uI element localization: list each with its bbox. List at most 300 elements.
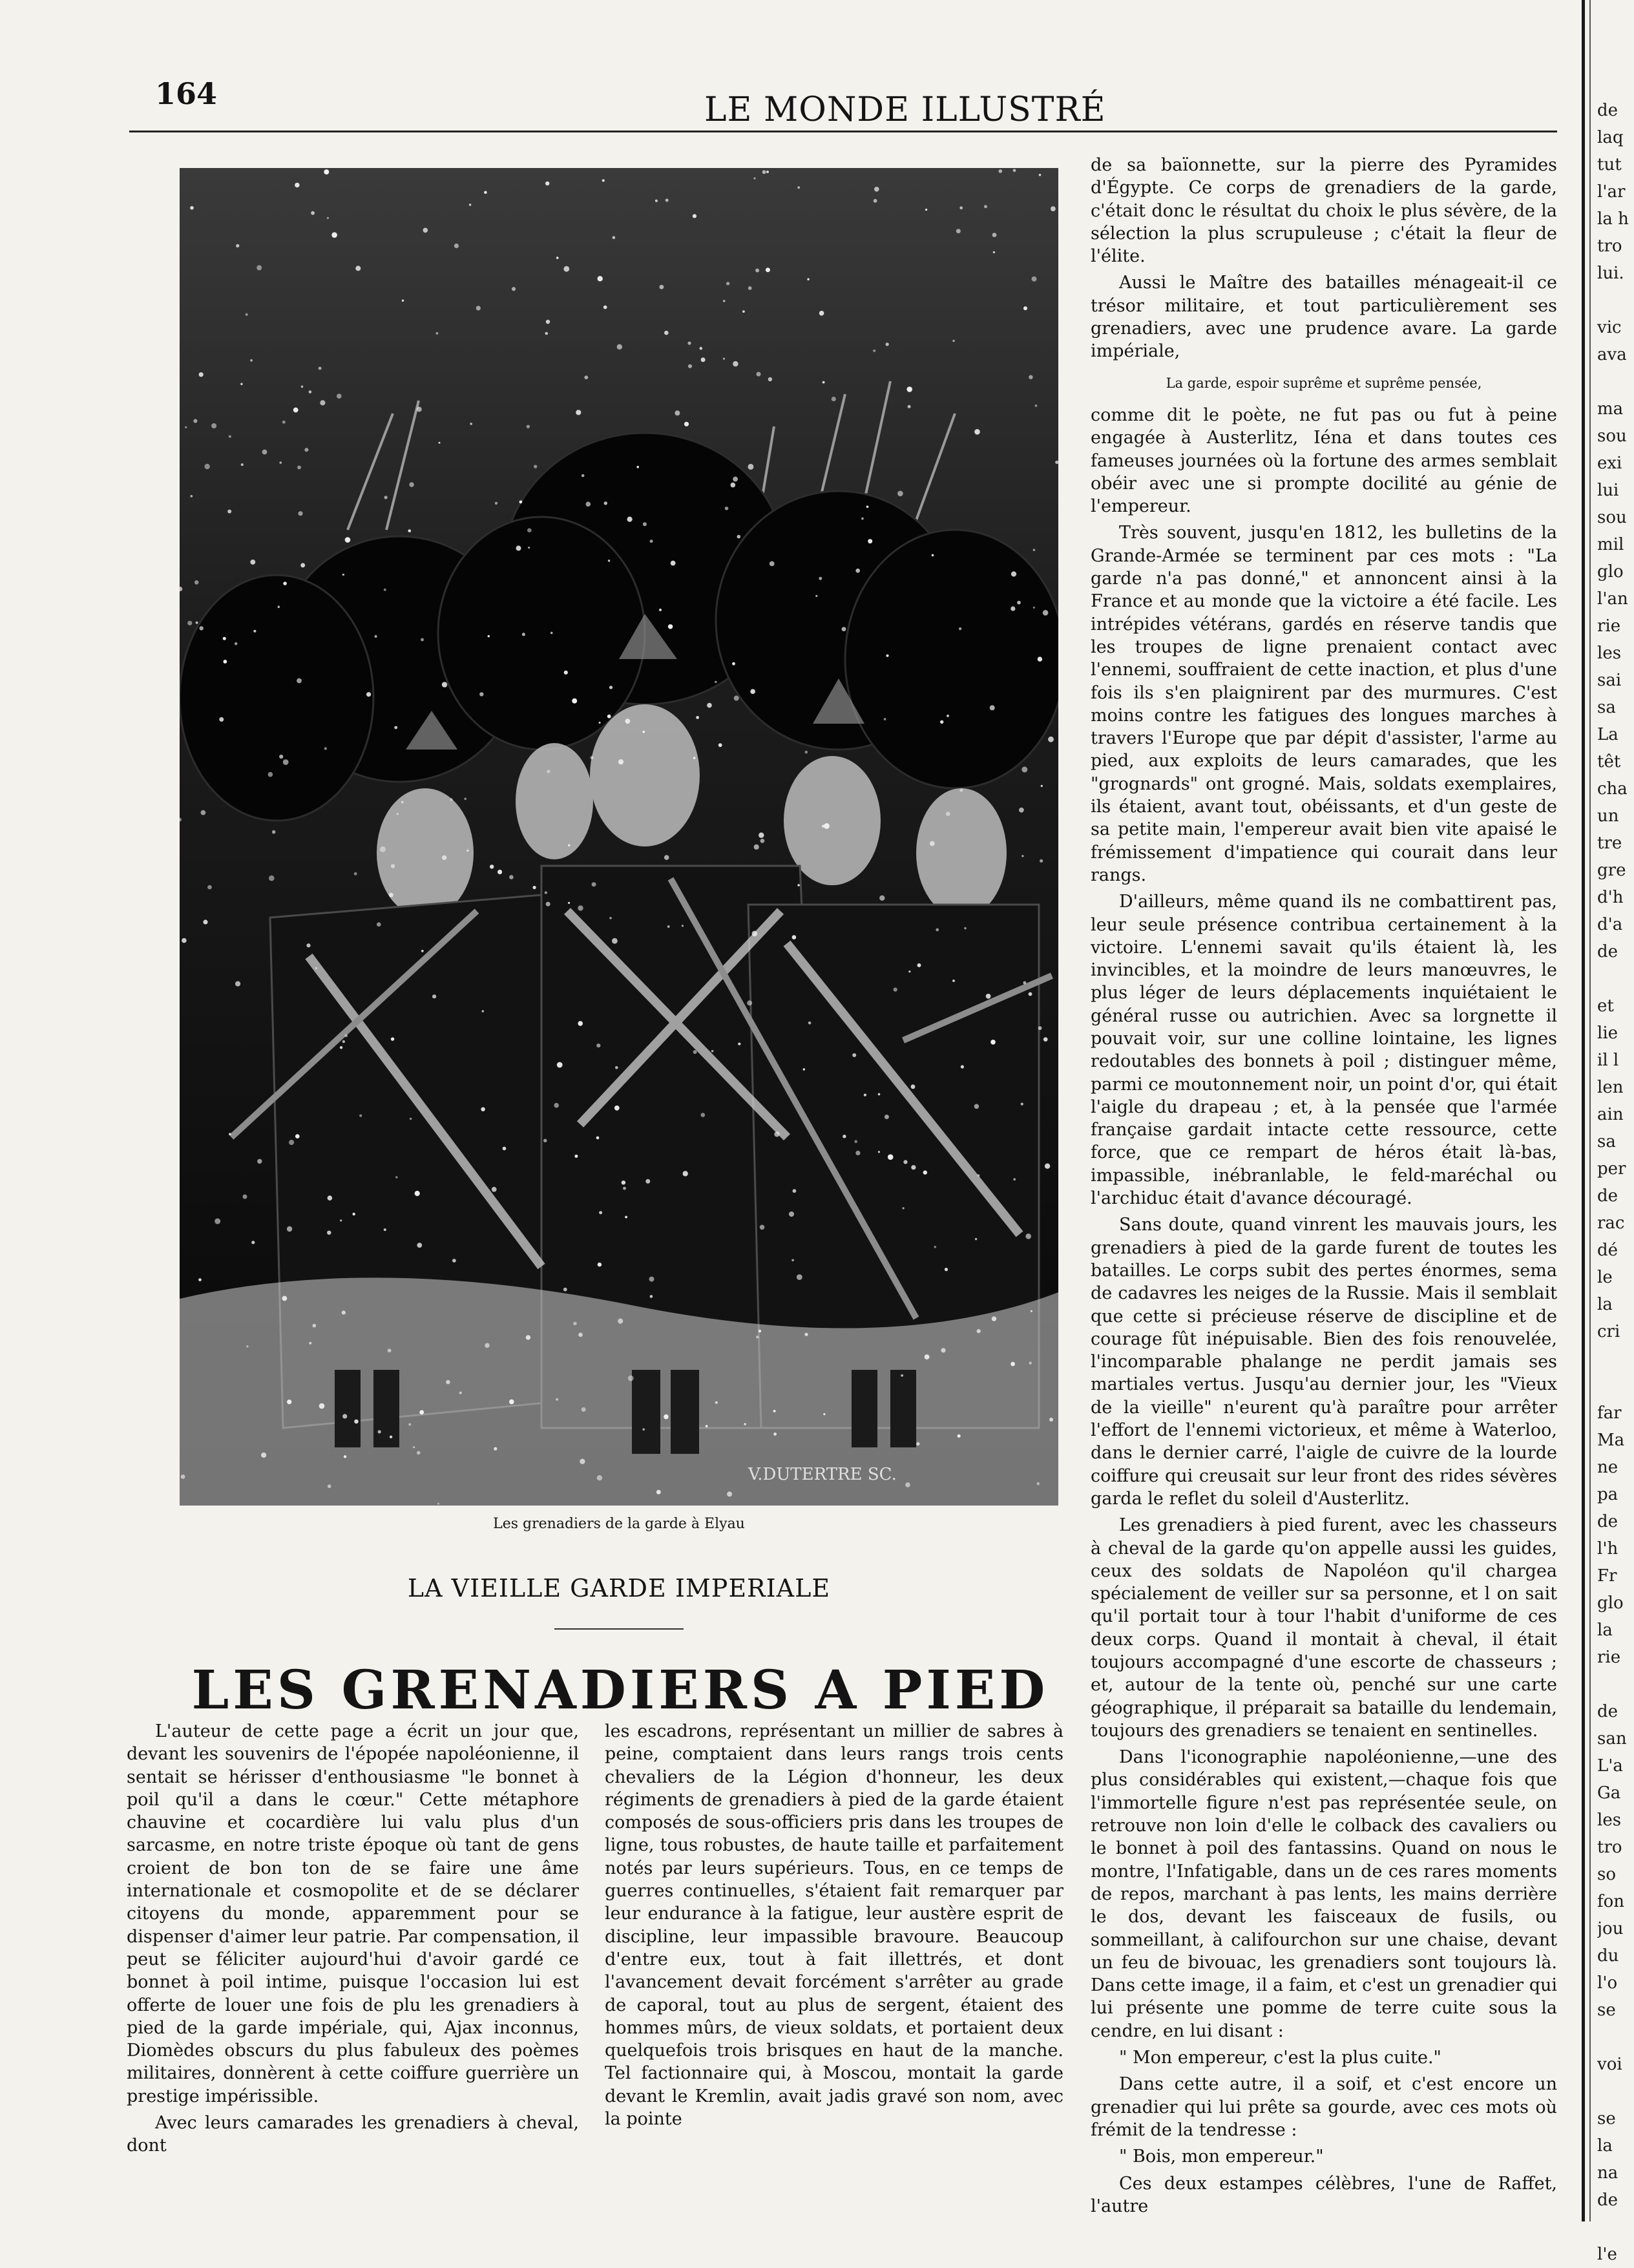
snowflake <box>193 419 197 423</box>
snowflake <box>390 1436 392 1438</box>
snowflake <box>683 1171 688 1176</box>
snowflake <box>886 342 889 346</box>
snowflake <box>450 798 452 801</box>
next-page-fragment: gre <box>1597 861 1626 880</box>
snowflake <box>874 187 879 192</box>
snowflake <box>760 839 765 843</box>
snowflake <box>901 1374 903 1377</box>
snowflake <box>664 855 669 860</box>
snowflake <box>342 1414 347 1418</box>
snowflake <box>649 1277 655 1282</box>
snowflake <box>240 383 243 386</box>
snowflake <box>959 788 963 792</box>
snowflake <box>1029 992 1032 996</box>
snowflake <box>415 1191 420 1196</box>
snowflake <box>656 1490 661 1495</box>
next-page-fragment: un <box>1597 806 1619 826</box>
snowflake <box>759 1330 761 1332</box>
snowflake <box>905 1482 910 1487</box>
next-page-fragment <box>1597 965 1634 992</box>
next-page-fragment: so <box>1597 1865 1616 1884</box>
next-page-fragment: lui <box>1597 481 1619 500</box>
snowflake <box>804 1333 808 1336</box>
masthead: LE MONDE ILLUSTRÉ <box>704 90 1106 129</box>
snowflake <box>344 1455 346 1458</box>
verse-quotation: La garde, espoir suprême et suprême pensée, <box>1166 375 1482 391</box>
snowflake <box>977 1329 981 1333</box>
next-page-fragment: la <box>1597 2136 1613 2156</box>
snowflake <box>397 813 399 815</box>
snowflake <box>320 400 325 405</box>
snowflake <box>337 394 342 399</box>
next-page-fragment: sou <box>1597 426 1627 446</box>
snowflake <box>556 1398 558 1401</box>
snowflake <box>1029 1361 1032 1364</box>
next-page-fragment: la <box>1597 1621 1613 1640</box>
snowflake <box>911 1165 916 1170</box>
snowflake <box>573 1322 577 1326</box>
snowflake <box>1021 855 1023 857</box>
snowflake <box>866 505 869 508</box>
next-page-fragment: sou <box>1597 508 1627 527</box>
snowflake <box>614 1106 620 1111</box>
snowflake <box>522 633 525 636</box>
snowflake <box>607 715 611 719</box>
snowflake <box>1019 808 1024 813</box>
snowflake <box>999 169 1003 173</box>
snowflake <box>897 491 903 497</box>
snowflake <box>342 1040 345 1043</box>
snowflake <box>452 1259 456 1263</box>
snowflake <box>223 637 226 640</box>
next-page-fragment: et <box>1597 996 1614 1016</box>
snowflake <box>304 448 308 452</box>
snowflake <box>693 757 696 759</box>
next-page-fragment: rac <box>1597 1213 1625 1233</box>
next-page-fragment <box>1597 2214 1634 2241</box>
snowflake <box>340 1219 342 1221</box>
snowflake <box>1040 859 1043 863</box>
snowflake <box>545 332 549 335</box>
next-page-fragment: glo <box>1597 562 1624 582</box>
snowflake <box>628 1376 634 1381</box>
quotation: " Bois, mon empereur." <box>1119 2147 1324 2167</box>
snowflake <box>642 1428 645 1431</box>
snowflake <box>563 1288 567 1292</box>
next-page-fragment: sa <box>1597 1132 1616 1151</box>
snowflake <box>1037 1482 1040 1486</box>
next-page-fragment: l'an <box>1597 589 1628 609</box>
snowflake <box>903 1207 905 1209</box>
snowflake <box>384 589 386 591</box>
snowflake <box>503 1147 507 1151</box>
snowflake <box>282 421 286 424</box>
snowflake <box>324 747 327 750</box>
snowflake <box>253 630 256 633</box>
snowflake <box>894 987 897 991</box>
snowflake <box>442 682 447 687</box>
snowflake <box>940 720 943 724</box>
snowflake <box>742 310 745 313</box>
next-page-fragment: d'a <box>1597 915 1623 934</box>
snowflake <box>1033 607 1035 609</box>
snowflake <box>952 980 955 982</box>
snowflake <box>268 772 273 777</box>
snowflake <box>482 1010 485 1013</box>
snowflake <box>941 1348 945 1352</box>
snowflake <box>402 300 404 302</box>
snowflake <box>401 801 404 804</box>
snowflake <box>925 1354 930 1360</box>
snowflake <box>936 929 939 932</box>
snowflake <box>439 442 441 444</box>
snowflake <box>734 696 739 701</box>
snowflake <box>959 627 961 630</box>
next-page-fragment: laq <box>1597 128 1624 147</box>
snowflake <box>854 1140 857 1143</box>
snowflake <box>959 206 963 209</box>
snowflake <box>377 922 381 927</box>
snowflake <box>807 278 809 280</box>
snowflake <box>301 386 304 388</box>
snowflake <box>843 1135 846 1138</box>
snowflake <box>298 511 302 516</box>
snowflake <box>546 902 550 907</box>
quotation: " Mon empereur, c'est la plus cuite." <box>1119 2048 1441 2068</box>
next-page-fragment: de <box>1597 1512 1618 1531</box>
snowflake <box>636 466 639 468</box>
snowflake <box>384 1228 386 1231</box>
snowflake <box>578 1332 583 1337</box>
next-page-fragment: exi <box>1597 454 1622 473</box>
paragraph: Aussi le Maître des batailles ménageait-il ce trésor militaire, et tout particulièrement ses grenadiers, avec une prudence avare. La garde impériale, <box>1091 273 1557 362</box>
snowflake <box>874 199 877 203</box>
snowflake <box>916 1442 919 1445</box>
snowflake <box>235 642 237 645</box>
snowflake <box>205 464 210 469</box>
snowflake <box>873 350 875 352</box>
snowflake <box>667 925 670 928</box>
snowflake <box>797 884 800 887</box>
snowflake <box>185 426 187 428</box>
snowflake <box>315 967 318 970</box>
snowflake <box>1021 1103 1023 1106</box>
next-page-fragment: Ma <box>1597 1431 1625 1450</box>
snowflake <box>747 1000 752 1005</box>
snowflake <box>246 1345 248 1347</box>
snowflake <box>715 1402 718 1404</box>
snowflake <box>272 830 276 834</box>
snowflake <box>738 1043 740 1045</box>
next-page-fragment: sai <box>1597 671 1622 690</box>
snowflake <box>194 580 199 585</box>
snowflake <box>1039 174 1042 176</box>
snowflake <box>823 1413 825 1415</box>
snowflake <box>1035 404 1038 407</box>
snowflake <box>327 1231 331 1235</box>
snowflake <box>203 919 207 924</box>
snowflake <box>625 1216 627 1219</box>
snowflake <box>287 1400 291 1404</box>
snowflake <box>693 1050 697 1054</box>
next-page-fragment: ava <box>1597 345 1627 364</box>
article-column-left <box>127 1720 579 2158</box>
snowflake <box>389 893 393 898</box>
snowflake <box>1038 1026 1042 1030</box>
snowflake <box>911 1084 916 1089</box>
snowflake <box>355 266 361 271</box>
snowflake <box>766 268 770 272</box>
snowflake <box>556 257 559 259</box>
header-rule <box>129 131 1557 132</box>
next-page-fragment: san <box>1597 1729 1627 1748</box>
snowflake <box>733 477 738 482</box>
snowflake <box>655 200 658 202</box>
snowflake <box>297 678 302 684</box>
snowflake <box>609 686 613 689</box>
next-page-fragment <box>1597 1345 1634 1372</box>
snowflake <box>554 1103 559 1108</box>
snowflake <box>293 408 299 413</box>
snowflake <box>625 719 631 724</box>
snowflake <box>328 1484 331 1488</box>
snowflake <box>306 943 310 947</box>
snowflake <box>688 364 692 368</box>
snowflake <box>492 1187 497 1192</box>
snowflake <box>956 229 961 233</box>
snowflake <box>198 1278 202 1281</box>
snowflake <box>442 856 446 860</box>
next-page-fragment: tro <box>1597 1838 1622 1857</box>
snowflake <box>563 266 569 272</box>
kicker-rule <box>554 1628 684 1630</box>
next-page-fragment: ain <box>1597 1105 1624 1124</box>
snowflake <box>822 381 825 384</box>
snowflake <box>766 171 769 173</box>
snowflake <box>932 554 934 557</box>
snowflake <box>789 1212 794 1217</box>
snowflake <box>1033 549 1036 551</box>
snowflake <box>731 483 736 488</box>
snowflake <box>592 882 596 887</box>
next-page-fragment: per <box>1597 1159 1626 1179</box>
snowflake <box>1048 737 1054 742</box>
snowflake <box>693 214 697 218</box>
article-headline: LES GRENADIERS A PIED <box>191 1659 1049 1721</box>
snowflake <box>725 507 729 510</box>
snowflake <box>885 1115 889 1119</box>
snowflake <box>190 206 194 210</box>
snowflake <box>533 886 536 889</box>
snowflake <box>550 632 553 635</box>
snowflake <box>586 501 591 507</box>
snowflake <box>466 850 468 852</box>
snowflake <box>409 482 414 487</box>
snowflake <box>684 422 689 426</box>
snowflake <box>211 423 216 428</box>
snowflake <box>319 367 322 370</box>
snowflake <box>852 1053 856 1057</box>
snowflake <box>986 994 991 999</box>
snowflake <box>219 717 224 722</box>
snowflake <box>243 1195 247 1199</box>
snowflake <box>984 205 987 208</box>
next-page-fragment: l'ar <box>1597 182 1626 202</box>
snowflake <box>930 841 935 846</box>
snowflake <box>958 1434 961 1438</box>
snowflake <box>1021 766 1027 772</box>
snowflake <box>773 1410 776 1412</box>
snowflake <box>251 1241 255 1244</box>
page-number: 164 <box>155 76 218 111</box>
paragraph: D'ailleurs, même quand ils ne combattirent pas, leur seule présence contribua certainement à la victoire. L'ennemi savait qu'ils étaient là, les invincibles, et la moindre de leurs manœuvres, le plus léger de leurs déplacements inquiétaient le général russe ou autrichien. Avec sa lorgnette il pouvait voir, sur une colline lointaine, les lignes redoutables des bonnets à poil ; distinguer même, parmi ce moutonnement noir, un point d'or, qui était l'aigle du drapeau ; et, à la pensée que l'armée française gardait intacte cette ressource, cette force, que ce rempart de héros était là-bas, impassible, inébranlable, le feld-maréchal ou l'archiduc était d'avance découragé. <box>1091 892 1557 1209</box>
paragraph: de sa baïonnette, sur la pierre des Pyramides d'Égypte. Ce corps de grenadiers de la garde, c'était donc le résultat du choix le plus sévère, de la sélection la plus scrupuleuse ; c'était la fleur de l'élite. <box>1091 155 1557 267</box>
next-page-fragment: les <box>1597 644 1622 663</box>
snowflake <box>597 1475 602 1480</box>
illustration-caption: Les grenadiers de la garde à Elyau <box>493 1516 745 1532</box>
next-page-fragment: fon <box>1597 1892 1625 1911</box>
snowflake <box>978 1174 980 1177</box>
snowflake <box>295 183 299 187</box>
snowflake <box>886 655 889 657</box>
snowflake <box>888 1154 894 1160</box>
snowflake <box>819 577 822 580</box>
next-page-fragment: rie <box>1597 616 1621 636</box>
snowflake <box>470 423 472 425</box>
snowflake <box>545 891 547 894</box>
next-page-fragment: tro <box>1597 236 1622 256</box>
next-page-fragment: tut <box>1597 155 1622 174</box>
snowflake <box>878 1093 881 1096</box>
next-page-fragment: les <box>1597 1811 1622 1830</box>
next-page-fragment: de <box>1597 1702 1618 1721</box>
next-page-fragment: vic <box>1597 318 1622 337</box>
next-page-fragment: glo <box>1597 1593 1624 1613</box>
snowflake <box>613 236 616 239</box>
snowflake <box>878 1151 880 1153</box>
snowflake <box>380 846 386 852</box>
snowflake <box>842 627 846 631</box>
snowflake <box>534 465 537 468</box>
snowflake <box>598 1263 602 1266</box>
snowflake <box>596 1044 600 1047</box>
snowflake <box>309 390 312 394</box>
next-page-fragment: Ga <box>1597 1783 1621 1803</box>
snowflake <box>528 547 530 549</box>
snowflake <box>855 1151 860 1155</box>
snowflake <box>1011 1362 1015 1367</box>
snowflake <box>344 1034 348 1038</box>
snowflake <box>454 244 459 248</box>
snowflake <box>494 1447 497 1451</box>
snowflake <box>645 1179 650 1184</box>
snowflake <box>903 1160 907 1164</box>
next-page-fragment: du <box>1597 1946 1619 1966</box>
snowflake <box>201 810 206 815</box>
snowflake <box>618 759 623 764</box>
snowflake <box>612 938 618 944</box>
paragraph: Ces deux estampes célèbres, l'une de Raffet, l'autre <box>1091 2173 1557 2216</box>
snowflake <box>464 797 466 800</box>
snowflake <box>952 340 955 342</box>
snowflake <box>770 562 775 567</box>
next-page-fragment: L'a <box>1597 1756 1623 1776</box>
next-page-fragment: pa <box>1597 1485 1618 1504</box>
snowflake <box>1031 1310 1032 1312</box>
snowflake <box>671 561 676 566</box>
snowflake <box>235 981 240 986</box>
snowflake <box>324 169 329 174</box>
snowflake <box>974 429 980 435</box>
snowflake <box>791 1259 794 1262</box>
snowflake <box>557 1062 563 1068</box>
next-page-fragment: lui. <box>1597 264 1624 283</box>
snowflake <box>824 823 830 829</box>
snowflake <box>675 410 680 415</box>
snowflake <box>792 935 797 940</box>
snowflake <box>262 450 267 455</box>
snowflake <box>975 1238 977 1240</box>
snowflake <box>696 716 699 719</box>
snowflake <box>947 715 949 717</box>
snowflake <box>568 845 570 846</box>
snowflake <box>261 1453 266 1458</box>
snowflake <box>215 1219 220 1224</box>
snowflake <box>576 410 581 415</box>
snowflake <box>581 474 584 477</box>
snowflake <box>603 306 607 310</box>
snowflake <box>596 1137 600 1140</box>
snowflake <box>945 1268 948 1271</box>
snowflake <box>572 698 577 704</box>
snowflake <box>250 359 253 362</box>
snowflake <box>623 1187 626 1190</box>
snowflake <box>819 311 824 316</box>
snowflake <box>1041 785 1043 787</box>
snowflake <box>581 1407 586 1412</box>
snowflake <box>282 1296 288 1301</box>
snowflake <box>342 1310 346 1314</box>
snowflake <box>752 931 758 937</box>
snowflake <box>391 1037 394 1040</box>
snowflake <box>726 282 729 285</box>
article-column-right <box>1091 154 1557 2218</box>
next-page-fragment <box>1597 1671 1634 1698</box>
next-page-fragment: il l <box>1597 1051 1619 1070</box>
next-page-fragment: têt <box>1597 752 1621 772</box>
snowflake <box>279 755 283 759</box>
snowflake <box>992 233 997 237</box>
snowflake <box>578 1021 583 1026</box>
snowflake <box>327 217 329 219</box>
snowflake <box>701 1113 706 1117</box>
snowflake <box>378 1430 381 1433</box>
snowflake <box>309 1342 311 1345</box>
snowflake <box>1023 306 1027 310</box>
next-page-fragment: Fr <box>1597 1566 1617 1586</box>
snowflake <box>815 595 817 597</box>
snowflake <box>568 902 570 904</box>
snowflake <box>750 689 755 694</box>
paragraph: les escadrons, représentant un millier de sabres à peine, comptaient dans leurs rangs trois cents chevaliers de la Légion d'honneur, les deux régiments de grenadiers à pied de la garde étaient composés de sous-officiers pris dans les troupes de ligne, tous robustes, de haute taille et parfaitement notés par leurs supérieurs. Tous, en ce temps de guerres continuelles, s'étaient fait remarquer par leur endurance à la fatigue, leur austère esprit de discipline, leur impassible bravoure. Beaucoup d'entre eux, tout à fait illettrés, et dont l'avancement devait forcément s'arrêter au grade de caporal, tout au plus de sergent, étaient des hommes mûrs, de vieux soldats, et portaient deux quelquefois trois brisques en haut de la manche. Tel factionnaire qui, à Moscou, montait la garde devant le Kremlin, avait jadis gravé son nom, avec la pointe <box>605 1721 1063 2130</box>
snowflake <box>1043 1037 1048 1042</box>
snowflake <box>289 1140 294 1145</box>
snowflake <box>668 624 673 629</box>
snowflake <box>527 528 532 532</box>
snowflake <box>659 609 662 611</box>
snowflake <box>1051 206 1056 211</box>
snowflake <box>353 1213 355 1215</box>
